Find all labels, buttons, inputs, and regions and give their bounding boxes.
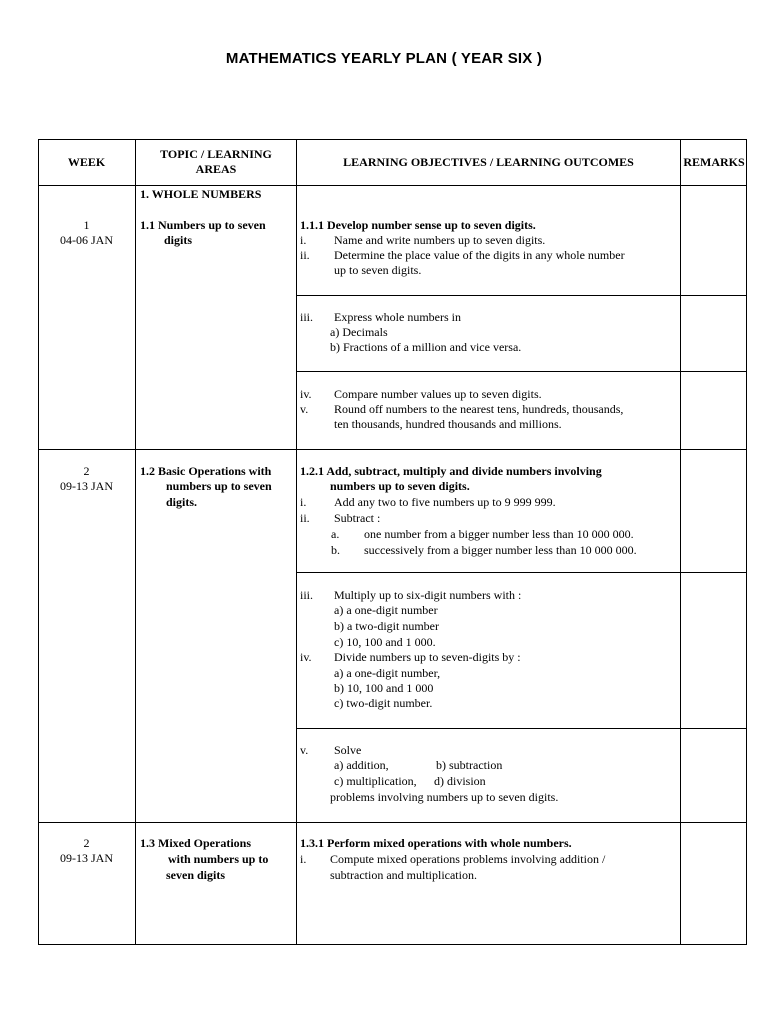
week-cell bbox=[38, 218, 135, 248]
header-objectives: LEARNING OBJECTIVES / LEARNING OUTCOMES bbox=[343, 155, 634, 169]
table-border-top bbox=[38, 139, 747, 140]
item-text: b) 10, 100 and 1 000 bbox=[334, 681, 434, 695]
item-number: ii. bbox=[300, 511, 310, 525]
item-number: iii. bbox=[300, 310, 314, 324]
item-text: Solve bbox=[334, 743, 362, 757]
header-week: WEEK bbox=[67, 155, 106, 169]
header-remarks: REMARKS bbox=[683, 155, 745, 169]
item-number: i. bbox=[300, 852, 307, 866]
week-cell bbox=[38, 836, 135, 866]
item-number: v. bbox=[300, 402, 309, 416]
header-row-divider bbox=[38, 185, 747, 186]
item-text: Subtract : bbox=[334, 511, 381, 525]
row-divider bbox=[38, 822, 747, 823]
item-number: iii. bbox=[300, 588, 314, 602]
header-topic bbox=[136, 147, 296, 177]
item-text: c) multiplication, bbox=[334, 774, 417, 788]
item-text: Express whole numbers in bbox=[334, 310, 461, 324]
item-text: Round off numbers to the nearest tens, hundreds, thousands, bbox=[334, 402, 624, 416]
item-text: b) a two-digit number bbox=[334, 619, 439, 633]
item-text: a) a one-digit number bbox=[334, 603, 438, 617]
item-text: Determine the place value of the digits in any whole number bbox=[334, 248, 625, 262]
sub-row-divider bbox=[296, 295, 747, 296]
table-border-left bbox=[38, 139, 39, 945]
item-number: iv. bbox=[300, 650, 312, 664]
item-text: Add any two to five numbers up to 9 999 999. bbox=[334, 495, 556, 509]
week-cell bbox=[38, 464, 135, 494]
header-topic-line: TOPIC / LEARNING bbox=[160, 147, 272, 161]
topic-line: digits. bbox=[166, 495, 198, 509]
week-dates: 09-13 JAN bbox=[60, 479, 113, 493]
objective-heading: 1.2.1 Add, subtract, multiply and divide numbers involving bbox=[300, 464, 602, 478]
topic-line: digits bbox=[164, 233, 193, 247]
item-text: b) Fractions of a million and vice versa. bbox=[330, 340, 522, 354]
week-number: 2 bbox=[83, 464, 90, 478]
item-text: Name and write numbers up to seven digits. bbox=[334, 233, 546, 247]
sub-row-divider bbox=[296, 572, 747, 573]
item-text: c) 10, 100 and 1 000. bbox=[334, 635, 436, 649]
table-border-bottom bbox=[38, 944, 747, 945]
item-text: subtraction and multiplication. bbox=[330, 868, 477, 882]
objective-heading: numbers up to seven digits. bbox=[330, 479, 470, 493]
item-text: c) two-digit number. bbox=[334, 696, 433, 710]
item-text: successively from a bigger number less than 10 000 000. bbox=[364, 543, 637, 557]
item-text: b) subtraction bbox=[436, 758, 503, 772]
sub-row-divider bbox=[296, 728, 747, 729]
topic-line: 1.2 Basic Operations with bbox=[140, 464, 272, 478]
item-text: Divide numbers up to seven-digits by : bbox=[334, 650, 521, 664]
week-number: 1 bbox=[83, 218, 90, 232]
item-text: Multiply up to six-digit numbers with : bbox=[334, 588, 522, 602]
week-dates: 04-06 JAN bbox=[60, 233, 113, 247]
topic-line: 1.3 Mixed Operations bbox=[140, 836, 251, 850]
item-number: b. bbox=[331, 543, 340, 557]
topic-line: numbers up to seven bbox=[166, 479, 272, 493]
header-topic-line: AREAS bbox=[195, 162, 237, 176]
topic-line: with numbers up to bbox=[168, 852, 269, 866]
item-text: up to seven digits. bbox=[334, 263, 422, 277]
item-text: Compare number values up to seven digits. bbox=[334, 387, 542, 401]
topic-line: 1.1 Numbers up to seven bbox=[140, 218, 266, 232]
page-title: MATHEMATICS YEARLY PLAN ( YEAR SIX ) bbox=[225, 50, 543, 67]
item-number: i. bbox=[300, 233, 307, 247]
item-text: one number from a bigger number less than 10 000 000. bbox=[364, 527, 634, 541]
item-number: i. bbox=[300, 495, 307, 509]
week-number: 2 bbox=[83, 836, 90, 850]
item-number: a. bbox=[331, 527, 340, 541]
item-text: a) addition, bbox=[334, 758, 389, 772]
sub-row-divider bbox=[296, 371, 747, 372]
yearly-plan-table bbox=[38, 139, 747, 945]
item-text: Compute mixed operations problems involving addition / bbox=[330, 852, 606, 866]
objective-heading: 1.3.1 Perform mixed operations with whole numbers. bbox=[300, 836, 572, 850]
objective-heading: 1.1.1 Develop number sense up to seven digits. bbox=[300, 218, 536, 232]
column-divider-topic bbox=[296, 139, 297, 945]
section-heading: 1. WHOLE NUMBERS bbox=[140, 187, 262, 201]
row-divider bbox=[38, 449, 747, 450]
item-text: d) division bbox=[434, 774, 486, 788]
column-divider-objectives bbox=[680, 139, 681, 945]
topic-line: seven digits bbox=[166, 868, 226, 882]
table-border-right bbox=[746, 139, 747, 945]
item-number: ii. bbox=[300, 248, 310, 262]
item-text: a) Decimals bbox=[330, 325, 388, 339]
item-number: v. bbox=[300, 743, 309, 757]
column-divider-week bbox=[135, 139, 136, 945]
item-number: iv. bbox=[300, 387, 312, 401]
item-text: a) a one-digit number, bbox=[334, 666, 441, 680]
item-text: ten thousands, hundred thousands and millions. bbox=[334, 417, 562, 431]
week-dates: 09-13 JAN bbox=[60, 851, 113, 865]
item-text: problems involving numbers up to seven digits. bbox=[330, 790, 559, 804]
